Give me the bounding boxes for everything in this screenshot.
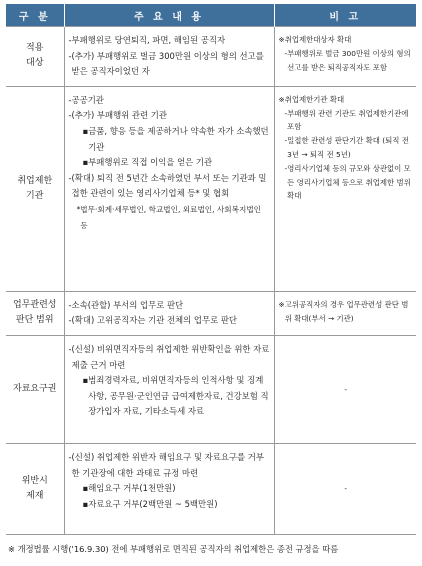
table-header-row — [6, 4, 416, 27]
row-category: 적용 대상 — [6, 27, 64, 87]
row-content — [64, 335, 274, 443]
table-row — [6, 27, 416, 87]
row-category: 업무관련성 판단 범위 — [6, 291, 64, 335]
content-line: - 소속(관할) 부서의 업무로 판단 — [68, 299, 184, 310]
content-line: ▪ 해임요구 거부(1천만원) — [82, 483, 176, 494]
row-note — [274, 291, 416, 335]
row-content — [64, 443, 274, 534]
row-note — [274, 27, 416, 87]
row-content — [64, 27, 274, 87]
content-subnote: * 법무·회계·세무법인, 학교법인, 외료법인, 사회복지법인 등 — [76, 204, 261, 230]
row-content — [64, 86, 274, 291]
content-line: ▪ 금품, 향응 등을 제공하거나 약속한 자가 소속했던 기관 — [82, 125, 269, 152]
row-content — [64, 291, 274, 335]
content-line: - (확대) 퇴직 전 5년간 소속하였던 부서 또는 기관과 밀접한 관련이 있는 영리사기업체 등* 및 협회 — [68, 172, 267, 199]
note-line: - 밀접한 관련성 판단기간 확대 (퇴직 전 3년 → 퇴직 전 5년) — [284, 136, 409, 159]
row-category: 취업제한 기관 — [6, 86, 64, 291]
header-content: 주 요 내 용 — [64, 4, 274, 27]
note-line: ※ 취업제한대상자 확대 — [278, 35, 352, 44]
table-row — [6, 86, 416, 291]
content-line: - (신설) 취업제한 위반자 해임요구 및 자료요구를 거부한 기관장에 대한 과태료 규정 마련 — [68, 451, 264, 478]
content-line: - (확대) 고위공직자는 기관 전체의 업무로 판단 — [68, 315, 238, 326]
content-line: ▪ 자료요구 거부(2백만원 ~ 5백만원) — [82, 498, 218, 509]
content-line: - (추가) 부패행위로 벌금 300만원 이상의 형의 선고를 받은 공직자이었던 자 — [68, 50, 264, 77]
content-line: ▪ 부패행위로 직접 이익을 얻은 기관 — [82, 157, 213, 168]
row-note-empty: - — [274, 335, 416, 443]
table-row — [6, 443, 416, 534]
note-line: - 부패행위 관련 기관도 취업제한기관에 포함 — [284, 108, 409, 132]
row-category: 위반시 제재 — [6, 443, 64, 534]
table-row — [6, 291, 416, 335]
row-note — [274, 86, 416, 291]
content-line: - 부패행위로 당연퇴직, 파면, 해임된 공직자 — [68, 35, 226, 45]
note-line: - 부패행위로 벌금 300만원 이상의 형의 선고를 받은 퇴직공직자도 포함 — [284, 48, 411, 72]
comparison-table — [6, 4, 416, 535]
header-note: 비 고 — [274, 4, 416, 27]
content-line: ▪ 범죄경력자료, 비위면직자등의 인적사항 및 징계사항, 공무원·군인연금 급여제한자료, 건강보험 직장가입자 자료, 기타소득세 자료 — [82, 375, 269, 417]
content-line: - (추가) 부패행위 관련 기관 — [68, 110, 167, 121]
table-row — [6, 335, 416, 443]
content-line: - 공공기관 — [68, 94, 104, 105]
note-line: ※ 취업제한기관 확대 — [278, 94, 345, 104]
header-category: 구 분 — [6, 4, 64, 27]
note-line: ※ 고위공직자의 경우 업무관련성 판단 범위 확대(부서 → 기관) — [278, 299, 409, 323]
content-line: - (신설) 비위면직자등의 취업제한 위반확인을 위한 자료제출 근거 마련 — [68, 343, 270, 370]
row-category: 자료요구권 — [6, 335, 64, 443]
row-note-empty: - — [274, 443, 416, 534]
footnote: ※ 개정법률 시행('16.9.30) 전에 부패행위로 면직된 공직자의 취업제한은 종전 규정을 따름 — [8, 544, 339, 554]
note-line: - 영리사기업체 등의 규모와 상관없이 모든 영리사기업체 등으로 취업제한 범위 확대 — [284, 163, 411, 201]
